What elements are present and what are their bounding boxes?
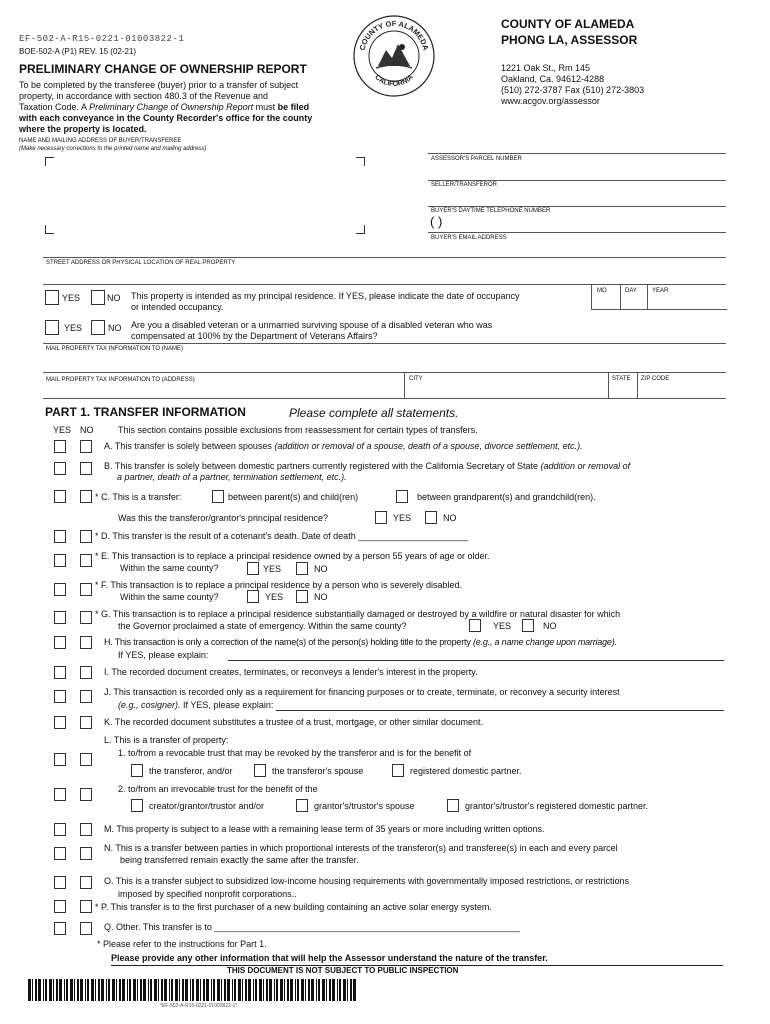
barcode-bar xyxy=(56,979,58,1001)
f-no-checkbox[interactable] xyxy=(80,583,92,596)
barcode-bar xyxy=(221,979,222,1001)
h-yes-checkbox[interactable] xyxy=(54,636,66,649)
buyer-note: (Make necessary corrections to the printed name and mailing address) xyxy=(19,146,207,152)
question-l1: 1. to/from a revocable trust that may be revoked by the transferor and is for the benefit of xyxy=(118,748,472,758)
instructions-note: * Please refer to the instructions for Part 1. xyxy=(97,939,267,949)
barcode-bar xyxy=(150,979,152,1001)
d-no-checkbox[interactable] xyxy=(80,530,92,543)
question-d: * D. This transfer is the result of a cotenant's death. Date of death ______________________ xyxy=(95,531,469,541)
barcode-bar xyxy=(164,979,167,1001)
no-column-header: NO xyxy=(80,425,94,435)
form-code: EF-502-A-R15-0221-01003822-1 xyxy=(19,34,185,44)
barcode-bar xyxy=(224,979,226,1001)
question-o-cont: imposed by specified nonprofit corporations.. xyxy=(118,889,297,899)
g-county-yes-checkbox[interactable] xyxy=(469,619,481,632)
street-field[interactable] xyxy=(43,268,726,282)
barcode-bar xyxy=(200,979,201,1001)
question-k: K. The recorded document substitutes a trustee of a trust, mortgage, or other similar document. xyxy=(104,717,484,727)
barcode-bar xyxy=(32,979,33,1001)
form-title: PRELIMINARY CHANGE OF OWNERSHIP REPORT xyxy=(19,62,307,76)
barcode-bar xyxy=(350,979,352,1001)
barcode-bar xyxy=(217,979,220,1001)
barcode-bar xyxy=(38,979,41,1001)
q-yes-checkbox[interactable] xyxy=(54,922,66,935)
c-option-parent-child: between parent(s) and child(ren) xyxy=(228,492,359,502)
yes-label: YES xyxy=(62,293,81,303)
b-no-checkbox[interactable] xyxy=(80,462,92,475)
mail-address-label: MAIL PROPERTY TAX INFORMATION TO (ADDRESS) xyxy=(46,377,195,383)
barcode-bar xyxy=(297,979,299,1001)
email-label: BUYER'S EMAIL ADDRESS xyxy=(431,235,507,241)
veteran-question: Are you a disabled veteran or a unmarried surviving spouse of a disabled veteran who was compensated at 100% by the Department of Veterans Affairs? xyxy=(131,320,493,341)
barcode-bar xyxy=(339,979,341,1001)
barcode-bar xyxy=(343,979,346,1001)
barcode-bar xyxy=(133,979,136,1001)
form-id: BOE-502-A (P1) REV. 15 (02-21) xyxy=(19,47,137,56)
mail-name-label: MAIL PROPERTY TAX INFORMATION TO (NAME) xyxy=(46,346,184,352)
barcode-bar xyxy=(326,979,327,1001)
barcode-bar xyxy=(263,979,264,1001)
barcode-bar xyxy=(116,979,117,1001)
barcode-bar xyxy=(227,979,230,1001)
barcode-bar xyxy=(182,979,184,1001)
barcode-bar xyxy=(154,979,157,1001)
l2-spouse-checkbox[interactable] xyxy=(296,799,308,812)
barcode-bar xyxy=(238,979,241,1001)
l1-option-transferor: the transferor, and/or xyxy=(149,766,233,776)
barcode-bar xyxy=(266,979,268,1001)
barcode-bar xyxy=(119,979,121,1001)
l2-no-checkbox[interactable] xyxy=(80,788,92,801)
occupancy-date-field[interactable]: MO DAY YEAR xyxy=(591,285,727,310)
k-yes-checkbox[interactable] xyxy=(54,716,66,729)
no-label: NO xyxy=(443,513,457,523)
c-parent-child-checkbox[interactable] xyxy=(212,490,224,503)
l2-partner-checkbox[interactable] xyxy=(447,799,459,812)
city-label: CITY xyxy=(409,376,423,382)
barcode-bar xyxy=(49,979,52,1001)
question-p: * P. This transfer is to the first purchaser of a new building containing an active solar energy system. xyxy=(95,902,492,912)
no-label: NO xyxy=(107,293,121,303)
barcode-bar xyxy=(274,979,275,1001)
barcode-bar xyxy=(190,979,191,1001)
barcode-bar xyxy=(234,979,236,1001)
l2-option-creator: creator/grantor/trustor and/or xyxy=(149,801,265,811)
barcode-bar xyxy=(161,979,163,1001)
m-yes-checkbox[interactable] xyxy=(54,823,66,836)
barcode-bar xyxy=(66,979,68,1001)
barcode-bar xyxy=(206,979,209,1001)
barcode-bar xyxy=(311,979,314,1001)
question-g: * G. This transaction is to replace a principal residence substantially damaged or destroyed by a wildfire or natural disaster for which xyxy=(95,609,621,619)
barcode-bar xyxy=(245,979,247,1001)
barcode-bar xyxy=(290,979,293,1001)
barcode-bar xyxy=(158,979,159,1001)
street-label: STREET ADDRESS OR PHYSICAL LOCATION OF REAL PROPERTY xyxy=(46,260,236,266)
barcode-bar xyxy=(70,979,73,1001)
question-b: B. This transfer is solely between domestic partners currently registered with the California Secretary of State (addition or removal of a partner, death of a partner, termination settlement, etc.). xyxy=(104,461,631,482)
barcode-bar xyxy=(318,979,320,1001)
barcode-bar xyxy=(284,979,285,1001)
c-grandparent-checkbox[interactable] xyxy=(396,490,408,503)
barcode-bar xyxy=(148,979,149,1001)
seller-label: SELLER/TRANSFEROR xyxy=(431,182,498,188)
question-h-explain: If YES, please explain: xyxy=(118,650,209,660)
question-c: * C. This is a transfer: xyxy=(95,492,182,502)
yes-label: YES xyxy=(493,621,512,631)
barcode-bar xyxy=(137,979,138,1001)
parcel-label: ASSESSOR'S PARCEL NUMBER xyxy=(431,156,522,162)
b-yes-checkbox[interactable] xyxy=(54,462,66,475)
yes-label: YES xyxy=(393,513,412,523)
barcode-bar xyxy=(203,979,205,1001)
barcode-bar xyxy=(276,979,278,1001)
l2-option-spouse: grantor's/trustor's spouse xyxy=(314,801,415,811)
o-no-checkbox[interactable] xyxy=(80,876,92,889)
website-link[interactable]: www.acgov.org/assessor xyxy=(501,96,600,106)
f-county-no-checkbox[interactable] xyxy=(296,590,308,603)
c-no-checkbox[interactable] xyxy=(80,490,92,503)
intro-text: To be completed by the transferee (buyer) prior to a transfer of subject property, in accordance with section 480.3 of the Revenue and Taxation Code. A Preliminary Change of Ownership Report must be filed with each conveyance in the County Recorder's office for the county where the property is located. xyxy=(19,80,313,134)
principal-residence-yes-checkbox[interactable] xyxy=(45,290,59,305)
a-no-checkbox[interactable] xyxy=(80,440,92,453)
h-explain-field[interactable] xyxy=(228,660,724,661)
barcode-bar xyxy=(269,979,272,1001)
barcode-bar xyxy=(87,979,89,1001)
svg-text:COUNTY OF ALAMEDA xyxy=(358,19,431,52)
barcode-bar xyxy=(108,979,110,1001)
l1-option-spouse: the transferor's spouse xyxy=(272,766,364,776)
barcode-bar xyxy=(64,979,65,1001)
g-yes-checkbox[interactable] xyxy=(54,611,66,624)
inspection-notice: THIS DOCUMENT IS NOT SUBJECT TO PUBLIC INSPECTION xyxy=(227,966,459,975)
barcode-bar xyxy=(175,979,178,1001)
barcode-bar xyxy=(169,979,170,1001)
barcode-bar xyxy=(213,979,215,1001)
barcode-bar xyxy=(106,979,107,1001)
phone-label: BUYER'S DAYTIME TELEPHONE NUMBER xyxy=(431,208,551,214)
question-i: I. The recorded document creates, terminates, or reconveys a lender's interest in the property. xyxy=(104,667,478,677)
barcode-bar xyxy=(185,979,188,1001)
j-yes-checkbox[interactable] xyxy=(54,690,66,703)
l1-option-partner: registered domestic partner. xyxy=(410,766,522,776)
j-no-checkbox[interactable] xyxy=(80,690,92,703)
l2-yes-checkbox[interactable] xyxy=(54,788,66,801)
barcode-bar xyxy=(259,979,262,1001)
barcode xyxy=(28,979,358,1001)
question-j: J. This transaction is recorded only as a requirement for financing purposes or to create, terminate, or reconvey a security interest xyxy=(104,687,620,697)
barcode-bar xyxy=(53,979,54,1001)
barcode-bar xyxy=(179,979,180,1001)
barcode-bar xyxy=(122,979,125,1001)
barcode-bar xyxy=(43,979,44,1001)
g-county-no-checkbox[interactable] xyxy=(522,619,534,632)
c-option-grandparent: between grandparent(s) and grandchild(ren). xyxy=(417,492,596,502)
question-o: O. This is a transfer subject to subsidized low-income housing requirements with governmentally imposed restrictions, or restrictions xyxy=(104,876,630,886)
barcode-bar xyxy=(255,979,257,1001)
yes-label: YES xyxy=(64,323,83,333)
barcode-bar xyxy=(91,979,94,1001)
question-e: * E. This transaction is to replace a principal residence owned by a person 55 years of age or older. xyxy=(95,551,490,561)
a-yes-checkbox[interactable] xyxy=(54,440,66,453)
f-yes-checkbox[interactable] xyxy=(54,583,66,596)
county-contact: 1221 Oak St., Rm 145 Oakland, Ca. 94612-4288 (510) 272-3787 Fax (510) 272-3803 www.acgov.org/assessor xyxy=(501,63,645,106)
no-label: NO xyxy=(108,323,122,333)
veteran-no-checkbox[interactable] xyxy=(91,320,105,335)
l1-yes-checkbox[interactable] xyxy=(54,753,66,766)
h-no-checkbox[interactable] xyxy=(80,636,92,649)
part1-title: PART 1. TRANSFER INFORMATION xyxy=(45,405,246,419)
seller-field[interactable] xyxy=(428,189,726,205)
barcode-bar xyxy=(347,979,348,1001)
mail-name-field[interactable] xyxy=(43,354,726,368)
county-name: COUNTY OF ALAMEDA xyxy=(501,17,635,31)
c-principal-no-checkbox[interactable] xyxy=(425,511,437,524)
question-l2: 2. to/from an irrevocable trust for the benefit of the xyxy=(118,784,318,794)
question-q: Q. Other. This transfer is to _____________________________________________________________ xyxy=(104,922,520,932)
question-l: L. This is a transfer of property: xyxy=(104,735,229,745)
phone-field[interactable]: ( ) xyxy=(430,214,443,229)
l1-transferor-checkbox[interactable] xyxy=(131,764,143,777)
barcode-bar xyxy=(332,979,335,1001)
g-no-checkbox[interactable] xyxy=(80,611,92,624)
n-no-checkbox[interactable] xyxy=(80,847,92,860)
principal-residence-question: This property is intended as my principal residence. If YES, please indicate the date of occupancy or intended occupancy. xyxy=(131,291,520,312)
question-f-county: Within the same county? xyxy=(120,592,219,602)
e-county-yes-checkbox[interactable] xyxy=(247,562,259,575)
seal-bottom-text: CALIFORNIA xyxy=(373,73,415,89)
barcode-bar xyxy=(295,979,296,1001)
barcode-bar xyxy=(196,979,199,1001)
additional-info-prompt: Please provide any other information that will help the Assessor understand the nature of the transfer. xyxy=(111,953,548,963)
county-seal xyxy=(352,14,436,98)
no-label: NO xyxy=(314,592,328,602)
question-g-county: the Governor proclaimed a state of emergency. Within the same county? xyxy=(118,621,407,631)
c-principal-question: Was this the transferor/grantor's principal residence? xyxy=(118,513,328,523)
barcode-bar xyxy=(80,979,83,1001)
barcode-bar xyxy=(232,979,233,1001)
barcode-bar xyxy=(140,979,142,1001)
barcode-bar xyxy=(45,979,47,1001)
barcode-bar xyxy=(242,979,243,1001)
yes-label: YES xyxy=(265,592,284,602)
q-no-checkbox[interactable] xyxy=(80,922,92,935)
question-f: * F. This transaction is to replace a principal residence by a person who is severely disabled. xyxy=(95,580,463,590)
assessor-name: PHONG LA, ASSESSOR xyxy=(501,33,638,47)
barcode-bar xyxy=(35,979,37,1001)
question-e-county: Within the same county? xyxy=(120,563,219,573)
barcode-bar xyxy=(248,979,251,1001)
l1-spouse-checkbox[interactable] xyxy=(254,764,266,777)
barcode-bar xyxy=(253,979,254,1001)
k-no-checkbox[interactable] xyxy=(80,716,92,729)
barcode-bar xyxy=(305,979,306,1001)
question-n: N. This is a transfer between parties in which proportional interests of the transferor(s) and transferee(s) in each and every parcel xyxy=(104,843,618,853)
barcode-bar xyxy=(316,979,317,1001)
barcode-bar xyxy=(28,979,31,1001)
barcode-bar xyxy=(329,979,331,1001)
question-n-cont: being transferred remain exactly the same after the transfer. xyxy=(120,855,359,865)
buyer-label: NAME AND MAILING ADDRESS OF BUYER/TRANSFEREE xyxy=(19,138,182,144)
barcode-bar xyxy=(322,979,325,1001)
i-yes-checkbox[interactable] xyxy=(54,666,66,679)
barcode-text: *EF-502-A-R15-0221-01003822-1* xyxy=(160,1003,238,1009)
barcode-bar xyxy=(74,979,75,1001)
barcode-bar xyxy=(85,979,86,1001)
no-label: NO xyxy=(314,564,328,574)
yes-column-header: YES xyxy=(53,425,72,435)
i-no-checkbox[interactable] xyxy=(80,666,92,679)
question-j-explain: (e.g., cosigner). If YES, please explain: xyxy=(118,700,274,710)
principal-residence-no-checkbox[interactable] xyxy=(91,290,105,305)
barcode-bar xyxy=(301,979,304,1001)
o-yes-checkbox[interactable] xyxy=(54,876,66,889)
barcode-bar xyxy=(280,979,283,1001)
barcode-bar xyxy=(101,979,104,1001)
barcode-bar xyxy=(192,979,194,1001)
barcode-bar xyxy=(112,979,115,1001)
barcode-bar xyxy=(143,979,146,1001)
p-no-checkbox[interactable] xyxy=(80,900,92,913)
c-principal-yes-checkbox[interactable] xyxy=(375,511,387,524)
m-no-checkbox[interactable] xyxy=(80,823,92,836)
barcode-bar xyxy=(95,979,96,1001)
zip-label: ZIP CODE xyxy=(641,376,670,382)
barcode-bar xyxy=(127,979,128,1001)
barcode-bar xyxy=(77,979,79,1001)
barcode-bar xyxy=(59,979,62,1001)
n-yes-checkbox[interactable] xyxy=(54,847,66,860)
f-county-yes-checkbox[interactable] xyxy=(247,590,259,603)
e-no-checkbox[interactable] xyxy=(80,554,92,567)
veteran-yes-checkbox[interactable] xyxy=(45,320,59,335)
c-yes-checkbox[interactable] xyxy=(54,490,66,503)
l1-partner-checkbox[interactable] xyxy=(392,764,404,777)
barcode-bar xyxy=(308,979,310,1001)
barcode-bar xyxy=(337,979,338,1001)
e-yes-checkbox[interactable] xyxy=(54,554,66,567)
buyer-address-field[interactable] xyxy=(45,158,363,232)
p-yes-checkbox[interactable] xyxy=(54,900,66,913)
part1-intro: This section contains possible exclusions from reassessment for certain types of transfers. xyxy=(118,425,478,435)
j-explain-field[interactable] xyxy=(276,710,724,711)
question-a: A. This transfer is solely between spouses (addition or removal of a spouse, death of a spouse, divorce settlement, etc.). xyxy=(104,441,583,451)
l2-option-partner: grantor's/trustor's registered domestic partner. xyxy=(465,801,649,811)
e-county-no-checkbox[interactable] xyxy=(296,562,308,575)
barcode-bar xyxy=(129,979,131,1001)
l1-no-checkbox[interactable] xyxy=(80,753,92,766)
yes-label: YES xyxy=(263,564,282,574)
no-label: NO xyxy=(543,621,557,631)
seal-top-text: COUNTY OF ALAMEDA xyxy=(357,18,431,52)
l2-creator-checkbox[interactable] xyxy=(131,799,143,812)
barcode-bar xyxy=(287,979,289,1001)
state-label: STATE xyxy=(612,376,631,382)
parcel-field[interactable] xyxy=(428,163,726,179)
d-yes-checkbox[interactable] xyxy=(54,530,66,543)
barcode-bar xyxy=(98,979,100,1001)
question-m: M. This property is subject to a lease with a remaining lease term of 35 years or more including written options. xyxy=(104,824,545,834)
barcode-bar xyxy=(211,979,212,1001)
barcode-bar xyxy=(171,979,173,1001)
question-h: H. This transaction is only a correction of the name(s) of the person(s) holding title to the property (e.g., a name change upon marriage). xyxy=(104,637,617,647)
barcode-bar xyxy=(353,979,356,1001)
part1-subtitle: Please complete all statements. xyxy=(289,406,459,420)
